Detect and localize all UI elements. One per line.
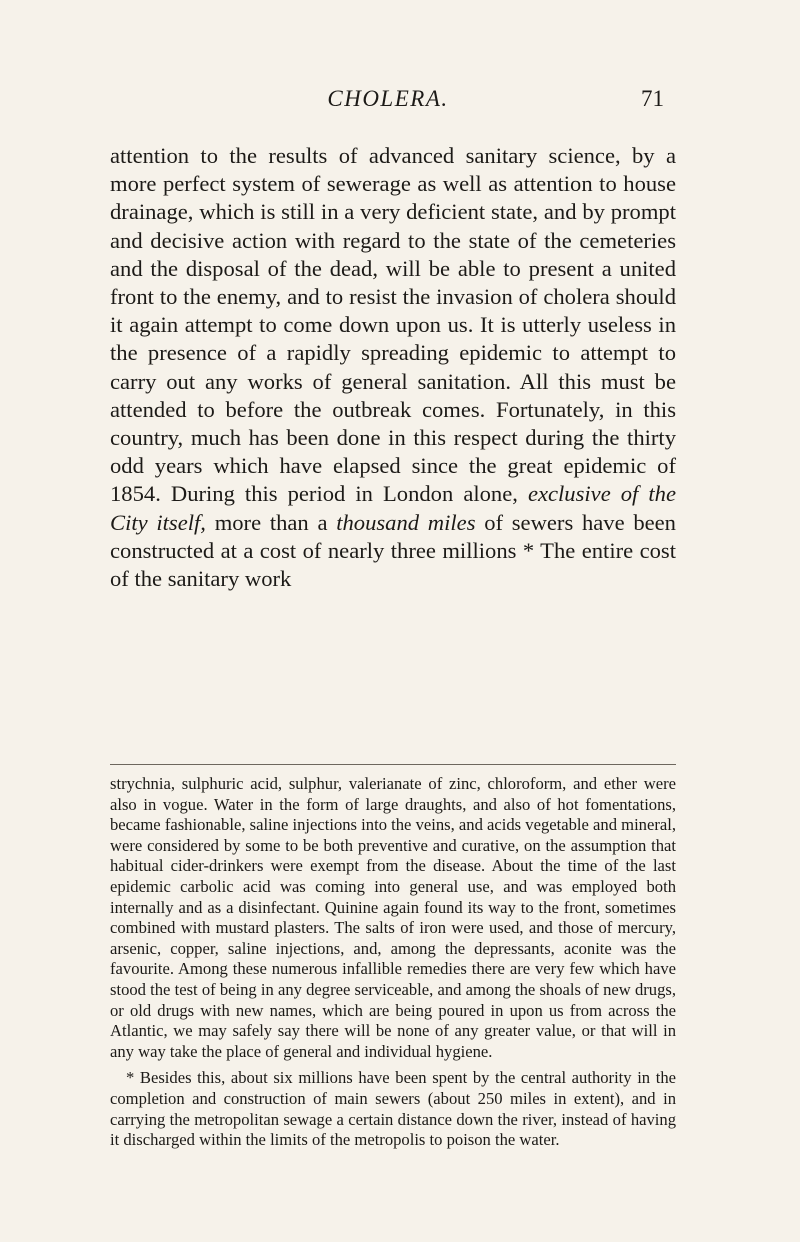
paragraph-segment: more than a [214,509,328,535]
paragraph-text [110,142,676,593]
running-title: CHOLERA. [327,86,449,111]
italic-phrase-miles: thousand miles [336,509,476,535]
footnote-starred: * Besides this, about six millions have been spent by the central authority in the completion and construction of main sewers (about 250 miles in extent), and in carrying the metropolitan sewage a certain distance down the river, instead of having it discharged within the limits of the metropolis to poison the water. [110,1068,676,1150]
footnote-divider [110,764,676,765]
italic-phrase-city: exclusive of the City itself, [110,481,676,535]
running-head [112,86,664,118]
main-paragraph [110,142,676,593]
paragraph-segment: attention to the results of advanced sanitary science, by a more perfect system of sewerage as well as attention to house drainage, which is still in a very deficient state, and by prompt and decisive action with regard to the state of the cemeteries and the disposal of the dead, will be able to present a united front to the enemy, and to resist the invasion of cholera should it again attempt to come down upon us. It is utterly useless in the presence of a rapidly spreading epidemic to attempt to carry out any works of general sanitation. All this must be attended to before the outbreak comes. Fortunately, in this country, much has been done in this respect during the thirty odd years which have elapsed since the great epidemic of 1854. During this period in London alone, [110,143,676,507]
paragraph-segment: of sewers have been constructed at a cost of nearly three millions * The entire cost of the sanitary work [110,509,676,592]
page-number: 71 [641,86,664,111]
footnotes [110,774,676,1151]
footnote-continued: strychnia, sulphuric acid, sulphur, valerianate of zinc, chloroform, and ether were also in vogue. Water in the form of large draughts, and also of hot fomentations, became fashionable, saline injections into the veins, and acids vegetable and mineral, were considered by some to be both preventive and curative, on the assumption that habitual cider-drinkers were exempt from the disease. About the time of the last epidemic carbolic acid was coming into general use, and was employed both internally and as a disinfectant. Quinine again found its way to the front, sometimes combined with mustard plasters. The salts of iron were used, and those of mercury, arsenic, copper, saline injections, and, among the depressants, aconite was the favourite. Among these numerous infallible remedies there are very few which have stood the test of being in any degree serviceable, and among the shoals of new drugs, or old drugs with new names, which are being poured in upon us from across the Atlantic, we may safely say there will be none of any greater value, or that will in any way take the place of general and individual hygiene. [110,774,676,1061]
